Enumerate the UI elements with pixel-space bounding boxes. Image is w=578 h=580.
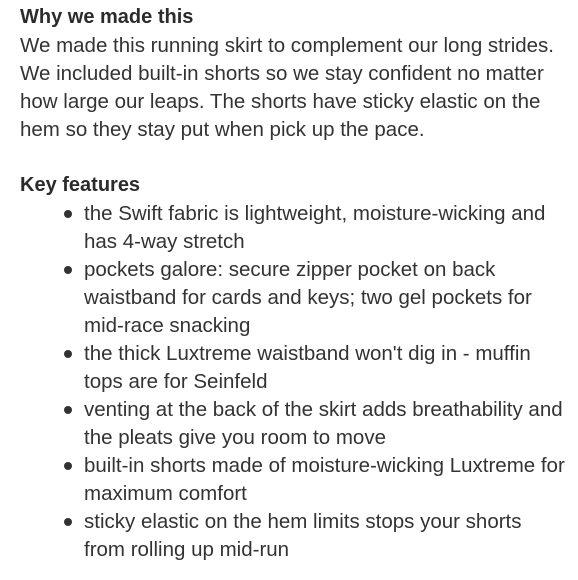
- bullet-icon: [64, 210, 72, 218]
- list-item: [84, 508, 566, 564]
- key-features-list: [20, 200, 566, 564]
- list-item: [84, 452, 566, 508]
- list-item: [84, 200, 566, 256]
- list-item: [84, 256, 566, 340]
- bullet-icon: [64, 462, 72, 470]
- why-heading: Why we made this: [20, 6, 194, 28]
- list-item-text: built-in shorts made of moisture-wicking Luxtreme for maximum comfort: [84, 454, 565, 505]
- bullet-icon: [64, 406, 72, 414]
- key-features-heading: Key features: [20, 174, 141, 196]
- list-item-text: the Swift fabric is lightweight, moisture-wicking and has 4-way stretch: [84, 202, 546, 253]
- why-body: We made this running skirt to complement our long strides. We included built-in shorts so we stay confident no matter how large our leaps. The shorts have sticky elastic on the hem so they stay put when pick up the pace.: [20, 34, 555, 141]
- list-item: [84, 340, 566, 396]
- list-item-text: pockets galore: secure zipper pocket on back waistband for cards and keys; two gel pockets for mid-race snacking: [84, 258, 532, 337]
- bullet-icon: [64, 518, 72, 526]
- list-item-text: the thick Luxtreme waistband won't dig in - muffin tops are for Seinfeld: [84, 342, 531, 393]
- bullet-icon: [64, 266, 72, 274]
- list-item-text: sticky elastic on the hem limits stops your shorts from rolling up mid-run: [84, 510, 522, 561]
- bullet-icon: [64, 350, 72, 358]
- list-item-text: venting at the back of the skirt adds breathability and the pleats give you room to move: [84, 398, 563, 449]
- list-item: [84, 396, 566, 452]
